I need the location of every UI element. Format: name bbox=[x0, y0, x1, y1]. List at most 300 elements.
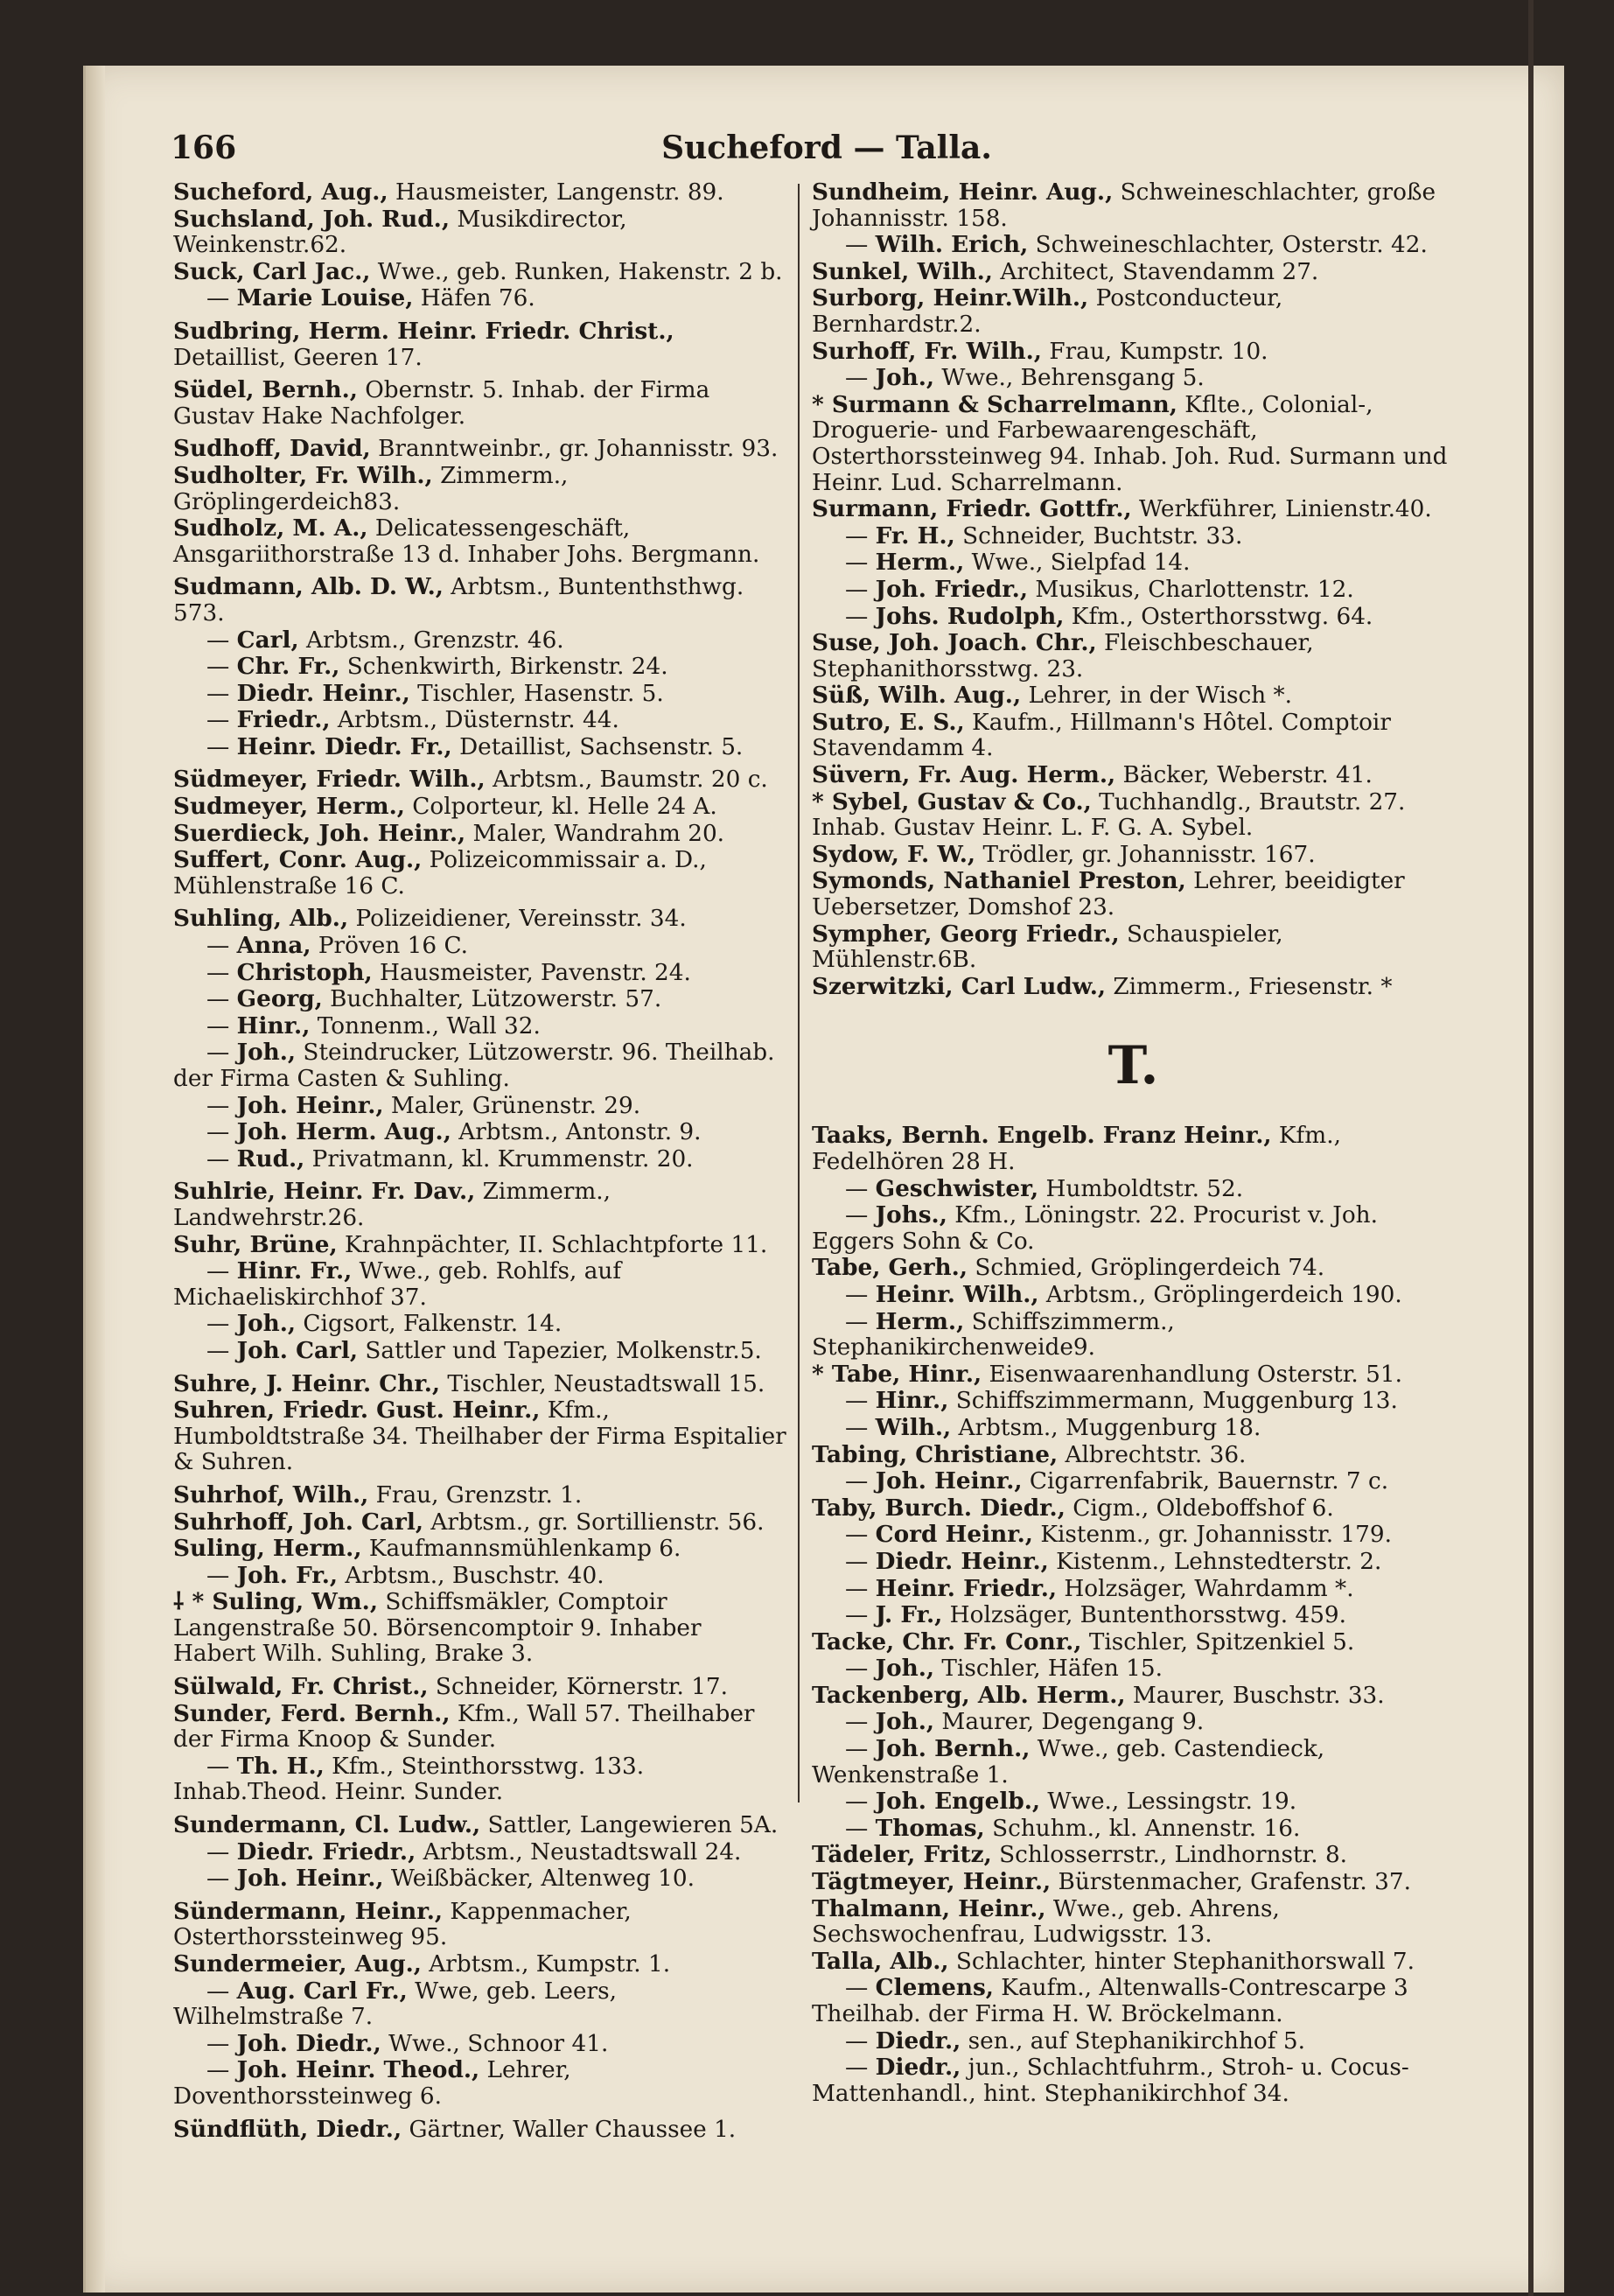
directory-entry: — Herm., Wwe., Sielpfad 14. bbox=[845, 549, 1191, 577]
directory-entry: — Diedr., sen., auf Stephanikirchhof 5. bbox=[845, 2026, 1305, 2054]
entry-details: Arbtsm., Grenzstr. 46. bbox=[298, 626, 564, 654]
entry-details: Wwe., Sielpfad 14. bbox=[964, 550, 1191, 577]
entry-details: Zimmerm., Friesenstr. * bbox=[1106, 973, 1393, 1000]
directory-entry: — Joh. Diedr., Wwe., Schnoor 41. bbox=[206, 2029, 609, 2057]
directory-entry: — Aug. Carl Fr., Wwe, geb. Leers, Wilhelmstraße 7. bbox=[173, 1977, 617, 2031]
entry-name: Suse, Joh. Joach. Chr., bbox=[812, 629, 1097, 657]
entry-details: Schauspieler, Mühlenstr.6B. bbox=[812, 920, 1283, 974]
entry-name: Diedr. Heinr., bbox=[875, 1547, 1049, 1575]
entry-name: Georg, bbox=[236, 985, 323, 1013]
entry-name: Suhrhof, Wilh., bbox=[173, 1480, 369, 1508]
directory-entry: — Joh., Steindrucker, Lützowerstr. 96. Theilhab. der Firma Casten & Suhling. bbox=[173, 1039, 775, 1092]
directory-entry: — Joh. Heinr., Weißbäcker, Altenweg 10. bbox=[206, 1865, 695, 1893]
entry-details: Tischler, Hasenstr. 5. bbox=[409, 680, 664, 707]
entry-name: Suhre, J. Heinr. Chr., bbox=[173, 1369, 441, 1397]
entry-name: Geschwister, bbox=[875, 1174, 1039, 1202]
page-number: 166 bbox=[171, 130, 237, 166]
entry-details: Hausmeister, Langenstr. 89. bbox=[388, 179, 724, 206]
entry-details: Schneider, Körnerstr. 17. bbox=[428, 1674, 729, 1701]
directory-entry: — Joh. Engelb., Wwe., Lessingstr. 19. bbox=[845, 1788, 1297, 1816]
entry-details: Architect, Stavendamm 27. bbox=[992, 258, 1319, 285]
entry-details: Kappenmacher, Osterthorssteinweg 95. bbox=[173, 1898, 632, 1951]
directory-entry bbox=[173, 1232, 790, 1259]
entry-name: Südmeyer, Friedr. Wilh., bbox=[173, 766, 486, 794]
directory-entry bbox=[173, 2117, 790, 2144]
directory-entry bbox=[812, 710, 1455, 762]
entry-name: Diedr. Heinr., bbox=[236, 679, 410, 707]
entry-name: Tägtmeyer, Heinr., bbox=[812, 1868, 1052, 1896]
entry-name: Sundermann, Cl. Ludw., bbox=[173, 1811, 481, 1839]
directory-entry: — Cord Heinr., Kistenm., gr. Johannisstr. 179. bbox=[845, 1521, 1392, 1549]
directory-entry: — Joh. Herm. Aug., Arbtsm., Antonstr. 9. bbox=[206, 1118, 702, 1146]
entry-details: Schenkwirth, Birkenstr. 24. bbox=[339, 654, 668, 681]
entry-name: Tackenberg, Alb. Herm., bbox=[812, 1681, 1126, 1709]
entry-name: Joh. Heinr., bbox=[875, 1467, 1023, 1495]
entry-details: Wwe., Schnoor 41. bbox=[381, 2030, 609, 2057]
entry-details: Albrechtstr. 36. bbox=[1058, 1441, 1247, 1468]
directory-entry: — Diedr. Friedr., Arbtsm., Neustadtswall 24. bbox=[206, 1838, 742, 1866]
entry-details: Schweineschlachter, große Johannisstr. 158. bbox=[812, 179, 1436, 232]
directory-entry bbox=[812, 682, 1455, 710]
entry-details: Polizeidiener, Vereinsstr. 34. bbox=[348, 906, 687, 933]
entry-details: Wwe., geb. Runken, Hakenstr. 2 b. bbox=[370, 258, 783, 285]
directory-entry: — Joh. Fr., Arbtsm., Buschstr. 40. bbox=[206, 1561, 604, 1589]
directory-entry: — Geschwister, Humboldtstr. 52. bbox=[845, 1174, 1244, 1202]
directory-entry bbox=[812, 1629, 1455, 1656]
entry-details: Tischler, Häfen 15. bbox=[934, 1656, 1163, 1683]
left-column bbox=[173, 179, 790, 2143]
entry-name: Heinr. Friedr., bbox=[875, 1574, 1058, 1602]
directory-entry bbox=[173, 436, 790, 463]
directory-entry bbox=[173, 318, 790, 371]
directory-entry bbox=[173, 766, 790, 794]
entry-details: Detaillist, Sachsenstr. 5. bbox=[451, 733, 744, 760]
entry-details: Tonnenm., Wall 32. bbox=[310, 1012, 541, 1040]
entry-name: Rud., bbox=[236, 1144, 305, 1172]
entry-name: Joh. Fr., bbox=[236, 1561, 339, 1589]
entry-name: Joh. Diedr., bbox=[236, 2029, 381, 2057]
entry-details: Humboldtstr. 52. bbox=[1038, 1175, 1244, 1202]
entry-details: Colporteur, kl. Helle 24 A. bbox=[404, 794, 717, 821]
entry-details: Kfm., Fedelhören 28 H. bbox=[812, 1123, 1341, 1175]
entry-name: Joh. Herm. Aug., bbox=[236, 1118, 451, 1146]
directory-entry: — Thomas, Schuhm., kl. Annenstr. 16. bbox=[845, 1814, 1301, 1842]
entry-details: Arbtsm., Buntenthsthwg. 573. bbox=[173, 574, 744, 626]
entry-details: Arbtsm., gr. Sortillienstr. 56. bbox=[423, 1508, 765, 1536]
directory-entry: — Fr. H., Schneider, Buchtstr. 33. bbox=[845, 522, 1243, 550]
entry-details: Fleischbeschauer, Stephanithorsstwg. 23. bbox=[812, 630, 1314, 682]
entry-details: Häfen 76. bbox=[413, 285, 535, 312]
entry-name: Thalmann, Heinr., bbox=[812, 1894, 1046, 1922]
directory-entry: — Hinr. Fr., Wwe., geb. Rohlfs, auf Michaeliskirchhof 37. bbox=[173, 1257, 622, 1311]
directory-entry: — Carl, Arbtsm., Grenzstr. 46. bbox=[206, 626, 564, 654]
entry-name: Suffert, Conr. Aug., bbox=[173, 846, 423, 874]
entry-name: Cord Heinr., bbox=[875, 1521, 1033, 1549]
entry-details: Wwe., geb. Rohlfs, auf Michaeliskirchhof 37. bbox=[173, 1258, 622, 1311]
entry-details: sen., auf Stephanikirchhof 5. bbox=[961, 2027, 1305, 2054]
directory-entry bbox=[173, 794, 790, 821]
directory-entry bbox=[812, 1495, 1455, 1522]
entry-details: Arbtsm., Baumstr. 20 c. bbox=[485, 766, 768, 794]
entry-details: Musikus, Charlottenstr. 12. bbox=[1028, 576, 1354, 603]
entry-name: Johs. Rudolph, bbox=[875, 602, 1065, 630]
directory-entry: — Heinr. Friedr., Holzsäger, Wahrdamm *. bbox=[845, 1574, 1354, 1602]
entry-name: Süvern, Fr. Aug. Herm., bbox=[812, 761, 1116, 789]
entry-details: Cigsort, Falkenstr. 14. bbox=[296, 1311, 562, 1338]
entry-details: Arbtsm., Muggenburg 18. bbox=[951, 1414, 1261, 1441]
directory-entry bbox=[173, 1701, 790, 1754]
entry-details: Buchhalter, Lützowerstr. 57. bbox=[322, 986, 662, 1013]
entry-name: Wilh. Erich, bbox=[875, 231, 1029, 259]
entry-name: Hinr., bbox=[236, 1012, 311, 1040]
entry-name: Sydow, F. W., bbox=[812, 840, 976, 868]
entry-details: Schuhm., kl. Annenstr. 16. bbox=[984, 1815, 1301, 1842]
entry-name: Hinr. Fr., bbox=[236, 1257, 353, 1285]
directory-entry bbox=[173, 463, 790, 515]
entry-name: Suhling, Alb., bbox=[173, 905, 349, 933]
directory-entry: — Diedr., jun., Schlachtfuhrm., Stroh- u. Cocus-Mattenhandl., hint. Stephanikirchhof 34. bbox=[812, 2054, 1409, 2107]
entry-details: Holzsäger, Buntenthorsstwg. 459. bbox=[942, 1602, 1347, 1629]
entry-details: Kaufm., Altenwalls-Contrescarpe 3 Theilhab. der Firma H. W. Bröckelmann. bbox=[812, 1975, 1408, 2027]
directory-entry: — Chr. Fr., Schenkwirth, Birkenstr. 24. bbox=[206, 653, 668, 681]
directory-entry bbox=[812, 496, 1455, 523]
directory-entry bbox=[812, 1842, 1455, 1869]
entry-name: Fr. H., bbox=[875, 522, 955, 550]
directory-entry bbox=[173, 1397, 790, 1476]
directory-entry bbox=[812, 1255, 1455, 1282]
entry-details: Cigarrenfabrik, Bauernstr. 7 c. bbox=[1022, 1468, 1389, 1495]
entry-name: Diedr., bbox=[875, 2026, 961, 2054]
entry-name: Marie Louise, bbox=[236, 284, 414, 312]
entry-details: Kistenm., gr. Johannisstr. 179. bbox=[1032, 1522, 1392, 1549]
directory-entry: — Christoph, Hausmeister, Pavenstr. 24. bbox=[206, 958, 691, 986]
entry-details: Postconducteur, Bernhardstr.2. bbox=[812, 285, 1283, 338]
entry-details: Tischler, Neustadtswall 15. bbox=[440, 1370, 765, 1397]
entry-details: Steindrucker, Lützowerstr. 96. Theilhab. der Firma Casten & Suhling. bbox=[173, 1040, 775, 1092]
entry-name: Joh. Carl, bbox=[236, 1336, 359, 1364]
directory-entry bbox=[812, 1869, 1455, 1896]
directory-entry: — Friedr., Arbtsm., Düsternstr. 44. bbox=[206, 706, 619, 734]
entry-details: Lehrer, beeidigter Uebersetzer, Domshof 23. bbox=[812, 868, 1405, 921]
directory-entry bbox=[173, 1509, 790, 1536]
entry-details: Delicatessengeschäft, Ansgariithorstraße 13 d. Inhaber Johs. Bergmann. bbox=[173, 515, 760, 568]
entry-name: J. Fr., bbox=[875, 1601, 943, 1629]
entry-details: Kaufm., Hillmann's Hôtel. Comptoir Stavendamm 4. bbox=[812, 709, 1391, 762]
entry-name: Joh. Heinr. Theod., bbox=[236, 2056, 480, 2084]
entry-details: Schiffsmäkler, Comptoir Langenstraße 50. Börsencomptoir 9. Inhaber Habert Wilh. Suhling, Brake 3. bbox=[173, 1589, 702, 1668]
directory-entry: — Joh. Heinr. Theod., Lehrer, Doventhorssteinweg 6. bbox=[173, 2056, 571, 2110]
entry-name: Joh. Heinr., bbox=[236, 1865, 384, 1893]
entry-name: Suhrhoff, Joh. Carl, bbox=[173, 1508, 424, 1536]
entry-name: * Tabe, Hinr., bbox=[812, 1360, 982, 1388]
directory-entry bbox=[173, 574, 790, 626]
entry-name: Talla, Alb., bbox=[812, 1947, 949, 1975]
directory-entry bbox=[173, 1536, 790, 1563]
directory-entry bbox=[173, 1589, 790, 1668]
entry-details: Krahnpächter, II. Schlachtpforte 11. bbox=[337, 1231, 768, 1258]
entry-name: Hinr., bbox=[875, 1387, 949, 1415]
entry-name: Sunder, Ferd. Bernh., bbox=[173, 1699, 451, 1727]
entry-details: Schlosserrstr., Lindhornstr. 8. bbox=[991, 1842, 1348, 1869]
entry-name: Joh. Engelb., bbox=[875, 1788, 1041, 1816]
section-letter: T. bbox=[1107, 1035, 1159, 1097]
entry-details: Sattler, Langewieren 5A. bbox=[480, 1812, 779, 1839]
entry-name: Christoph, bbox=[236, 958, 373, 986]
entry-name: Joh., bbox=[236, 1039, 297, 1067]
directory-entry bbox=[812, 1442, 1455, 1469]
directory-entry bbox=[812, 630, 1455, 682]
directory-entry: — Joh., Cigsort, Falkenstr. 14. bbox=[206, 1310, 562, 1338]
entry-details: Musikdirector, Weinkenstr.62. bbox=[173, 206, 627, 259]
entry-name: Süß, Wilh. Aug., bbox=[812, 682, 1022, 710]
entry-details: Kistenm., Lehnstedterstr. 2. bbox=[1048, 1548, 1382, 1575]
entry-name: Sutro, E. S., bbox=[812, 708, 965, 736]
entry-details: Arbtsm., Kumpstr. 1. bbox=[421, 1951, 671, 1978]
entry-details: Weißbäcker, Altenweg 10. bbox=[383, 1866, 695, 1893]
entry-name: Surhoff, Fr. Wilh., bbox=[812, 337, 1042, 365]
entry-name: Heinr. Wilh., bbox=[875, 1280, 1039, 1308]
entry-details: Frau, Grenzstr. 1. bbox=[368, 1481, 583, 1508]
entry-details: Arbtsm., Buschstr. 40. bbox=[338, 1562, 604, 1589]
entry-details: Arbtsm., Neustadtswall 24. bbox=[416, 1838, 742, 1866]
directory-entry bbox=[173, 1899, 790, 1951]
entry-details: Schiffszimmermann, Muggenburg 13. bbox=[948, 1388, 1398, 1415]
entry-name: Sudmeyer, Herm., bbox=[173, 793, 405, 821]
entry-details: Kfm., Löningstr. 22. Procurist v. Joh. Eggers Sohn & Co. bbox=[812, 1202, 1378, 1255]
directory-entry: — Joh. Heinr., Maler, Grünenstr. 29. bbox=[206, 1091, 641, 1119]
entry-name: * Sybel, Gustav & Co., bbox=[812, 788, 1092, 816]
entry-name: Sundheim, Heinr. Aug., bbox=[812, 178, 1114, 206]
entry-name: Suhlrie, Heinr. Fr. Dav., bbox=[173, 1178, 476, 1206]
directory-entry bbox=[173, 1951, 790, 1978]
entry-details: Kfm., Wall 57. Theilhaber der Firma Knoop & Sunder. bbox=[173, 1700, 755, 1754]
entry-details: Privatmann, kl. Krummenstr. 20. bbox=[304, 1145, 694, 1172]
entry-details: Sattler und Tapezier, Molkenstr.5. bbox=[358, 1337, 762, 1364]
entry-details: Kfm., Osterthorsstwg. 64. bbox=[1064, 603, 1373, 630]
directory-entry bbox=[812, 868, 1455, 920]
directory-entry: — Joh. Friedr., Musikus, Charlottenstr. 12. bbox=[845, 575, 1354, 603]
entry-name: Sudhoff, David, bbox=[173, 435, 371, 463]
directory-entry bbox=[173, 1812, 790, 1839]
entry-details: Schiffszimmerm., Stephanikirchenweide9. bbox=[812, 1308, 1175, 1362]
entry-name: Sündermann, Heinr., bbox=[173, 1897, 444, 1925]
entry-name: Anna, bbox=[236, 932, 311, 960]
directory-entry bbox=[812, 259, 1455, 286]
directory-entry: — Joh., Wwe., Behrensgang 5. bbox=[845, 364, 1205, 392]
entry-name: Clemens, bbox=[875, 1974, 994, 2002]
entry-details: Gärtner, Waller Chaussee 1. bbox=[402, 2116, 737, 2143]
entry-name: Symonds, Nathaniel Preston, bbox=[812, 867, 1186, 895]
entry-details: Arbtsm., Antonstr. 9. bbox=[451, 1119, 702, 1146]
entry-details: Maurer, Buschstr. 33. bbox=[1125, 1682, 1385, 1709]
entry-name: Joh., bbox=[875, 1655, 935, 1683]
entry-name: Szerwitzki, Carl Ludw., bbox=[812, 972, 1107, 1000]
entry-details: Schlachter, hinter Stephanithorswall 7. bbox=[948, 1948, 1415, 1975]
entry-name: Suerdieck, Joh. Heinr., bbox=[173, 819, 466, 847]
directory-entry bbox=[173, 847, 790, 900]
entry-name: Wilh., bbox=[875, 1413, 952, 1441]
directory-entry bbox=[173, 1674, 790, 1701]
entry-details: Maler, Wandrahm 20. bbox=[465, 820, 725, 847]
directory-entry: — Wilh., Arbtsm., Muggenburg 18. bbox=[845, 1413, 1261, 1441]
entry-details: Tuchhandlg., Brautstr. 27. Inhab. Gustav Heinr. L. F. G. A. Sybel. bbox=[812, 788, 1406, 842]
entry-name: Suling, Herm., bbox=[173, 1535, 362, 1563]
entry-details: Kflte., Colonial-, Droguerie- und Farbewaarengeschäft, Osterthorssteinweg 94. Inhab. Joh. Rud. Surmann und Heinr. Lud. Scharrelmann. bbox=[812, 391, 1448, 496]
directory-entry: — Joh. Carl, Sattler und Tapezier, Molkenstr.5. bbox=[206, 1336, 762, 1364]
entry-details: Werkführer, Linienstr.40. bbox=[1131, 496, 1432, 523]
entry-details: Tischler, Spitzenkiel 5. bbox=[1081, 1628, 1355, 1656]
column-divider bbox=[798, 184, 800, 1802]
entry-name: Joh., bbox=[236, 1310, 297, 1338]
directory-entry: — Joh. Bernh., Wwe., geb. Castendieck, Wenkenstraße 1. bbox=[812, 1735, 1325, 1788]
entry-name: Diedr., bbox=[875, 2054, 961, 2082]
entry-name: Sympher, Georg Friedr., bbox=[812, 920, 1120, 948]
directory-entry: — Rud., Privatmann, kl. Krummenstr. 20. bbox=[206, 1144, 694, 1172]
entry-details: Pröven 16 C. bbox=[311, 933, 469, 960]
entry-details: Wwe., Behrensgang 5. bbox=[934, 365, 1205, 392]
directory-entry: — Diedr. Heinr., Tischler, Hasenstr. 5. bbox=[206, 679, 664, 707]
directory-entry bbox=[173, 377, 790, 430]
entry-details: Arbtsm., Düsternstr. 44. bbox=[330, 707, 619, 734]
entry-name: Sudholter, Fr. Wilh., bbox=[173, 461, 433, 489]
entry-name: ⸸ * Suling, Wm., bbox=[173, 1588, 378, 1616]
directory-entry bbox=[812, 1123, 1455, 1175]
directory-entry bbox=[812, 1949, 1455, 1976]
entry-name: Herm., bbox=[875, 1307, 965, 1335]
directory-entry: — Th. H., Kfm., Steinthorsstwg. 133. Inhab.Theod. Heinr. Sunder. bbox=[173, 1752, 645, 1806]
entry-name: Taby, Burch. Diedr., bbox=[812, 1494, 1066, 1522]
entry-name: Sudmann, Alb. D. W., bbox=[173, 573, 444, 601]
entry-details: Polizeicommissair a. D., Mühlenstraße 16 C. bbox=[173, 847, 707, 900]
directory-entry: — Heinr. Diedr. Fr., Detaillist, Sachsenstr. 5. bbox=[206, 732, 744, 760]
entry-name: Suck, Carl Jac., bbox=[173, 257, 371, 285]
entry-name: * Surmann & Scharrelmann, bbox=[812, 390, 1177, 418]
directory-entry: — Georg, Buchhalter, Lützowerstr. 57. bbox=[206, 985, 662, 1013]
directory-entry bbox=[812, 789, 1455, 842]
entry-details: jun., Schlachtfuhrm., Stroh- u. Cocus-Mattenhandl., hint. Stephanikirchhof 34. bbox=[812, 2054, 1409, 2107]
directory-entry bbox=[812, 762, 1455, 789]
entry-details: Kfm., Steinthorsstwg. 133. Inhab.Theod. Heinr. Sunder. bbox=[173, 1753, 645, 1806]
directory-entry bbox=[173, 259, 790, 286]
entry-name: Sündflüth, Diedr., bbox=[173, 2115, 402, 2143]
directory-entry: — Joh., Tischler, Häfen 15. bbox=[845, 1655, 1163, 1683]
entry-name: Sudholz, M. A., bbox=[173, 514, 368, 542]
entry-name: Diedr. Friedr., bbox=[236, 1838, 416, 1866]
entry-name: Sudbring, Herm. Heinr. Friedr. Christ., bbox=[173, 317, 674, 345]
directory-entry: — Johs., Kfm., Löningstr. 22. Procurist v. Joh. Eggers Sohn & Co. bbox=[812, 1201, 1378, 1255]
running-title: Sucheford — Talla. bbox=[661, 130, 992, 166]
directory-entry bbox=[812, 921, 1455, 974]
entry-name: Sülwald, Fr. Christ., bbox=[173, 1673, 429, 1701]
entry-name: Johs., bbox=[875, 1201, 947, 1229]
entry-details: Maurer, Degengang 9. bbox=[934, 1709, 1205, 1736]
entry-details: Kaufmannsmühlenkamp 6. bbox=[361, 1536, 681, 1563]
page-header bbox=[171, 130, 1483, 173]
entry-details: Holzsäger, Wahrdamm *. bbox=[1057, 1575, 1354, 1602]
entry-name: Aug. Carl Fr., bbox=[236, 1977, 408, 2005]
directory-entry: — Wilh. Erich, Schweineschlachter, Osterstr. 42. bbox=[845, 231, 1428, 259]
directory-entry bbox=[812, 842, 1455, 869]
directory-entry: — Joh. Heinr., Cigarrenfabrik, Bauernstr. 7 c. bbox=[845, 1467, 1389, 1495]
entry-details: Frau, Kumpstr. 10. bbox=[1041, 338, 1268, 365]
entry-name: Joh. Friedr., bbox=[875, 575, 1028, 603]
directory-entry bbox=[173, 1179, 790, 1231]
entry-details: Bäcker, Weberstr. 41. bbox=[1115, 762, 1373, 789]
directory-entry: — Clemens, Kaufm., Altenwalls-Contrescarpe 3 Theilhab. der Firma H. W. Bröckelmann. bbox=[812, 1974, 1408, 2027]
entry-name: Thomas, bbox=[875, 1814, 985, 1842]
directory-entry: — Marie Louise, Häfen 76. bbox=[206, 284, 535, 312]
directory-entry bbox=[173, 1482, 790, 1509]
entry-details: Wwe., geb. Castendieck, Wenkenstraße 1. bbox=[812, 1736, 1325, 1788]
directory-entry: — Diedr. Heinr., Kistenm., Lehnstedterstr. 2. bbox=[845, 1547, 1382, 1575]
page-binding bbox=[86, 66, 105, 2292]
directory-entry bbox=[173, 206, 790, 259]
entry-name: Taaks, Bernh. Engelb. Franz Heinr., bbox=[812, 1122, 1272, 1150]
entry-name: Surmann, Friedr. Gottfr., bbox=[812, 495, 1132, 523]
entry-name: Sucheford, Aug., bbox=[173, 178, 388, 206]
entry-details: Eisenwaarenhandlung Osterstr. 51. bbox=[982, 1361, 1402, 1388]
directory-entry: — Johs. Rudolph, Kfm., Osterthorsstwg. 64. bbox=[845, 602, 1373, 630]
entry-details: Detaillist, Geeren 17. bbox=[173, 344, 423, 371]
entry-details: Hausmeister, Pavenstr. 24. bbox=[372, 959, 691, 986]
entry-details: Bürstenmacher, Grafenstr. 37. bbox=[1051, 1869, 1411, 1896]
entry-name: Sunkel, Wilh., bbox=[812, 257, 993, 285]
directory-entry bbox=[812, 339, 1455, 366]
entry-name: Friedr., bbox=[236, 706, 331, 734]
directory-entry bbox=[173, 1371, 790, 1398]
directory-entry bbox=[812, 392, 1455, 496]
entry-details: Schweineschlachter, Osterstr. 42. bbox=[1028, 232, 1428, 259]
entry-details: Zimmerm., Landwehrstr.26. bbox=[173, 1179, 611, 1231]
entry-name: Tacke, Chr. Fr. Conr., bbox=[812, 1628, 1082, 1656]
entry-details: Schneider, Buchtstr. 33. bbox=[954, 522, 1243, 550]
entry-details: Zimmerm., Gröplingerdeich83. bbox=[173, 462, 569, 515]
entry-details: Lehrer, Doventhorssteinweg 6. bbox=[173, 2057, 571, 2110]
entry-name: Heinr. Diedr. Fr., bbox=[236, 732, 452, 760]
entry-name: Suhr, Brüne, bbox=[173, 1230, 338, 1258]
directory-entry: — Hinr., Tonnenm., Wall 32. bbox=[206, 1012, 541, 1040]
directory-entry: — Joh., Maurer, Degengang 9. bbox=[845, 1708, 1205, 1736]
directory-entry bbox=[812, 179, 1455, 232]
directory-entry bbox=[173, 906, 790, 933]
directory-entry: — Heinr. Wilh., Arbtsm., Gröplingerdeich 190. bbox=[845, 1280, 1402, 1308]
entry-name: Carl, bbox=[236, 626, 299, 654]
right-column bbox=[812, 179, 1455, 2107]
directory-entry bbox=[812, 1896, 1455, 1949]
entry-details: Kfm., Humboldtstraße 34. Theilhaber der Firma Espitalier & Suhren. bbox=[173, 1397, 786, 1476]
entry-details: Wwe., Lessingstr. 19. bbox=[1040, 1788, 1297, 1816]
entry-name: Joh., bbox=[875, 1708, 935, 1736]
directory-entry bbox=[812, 1362, 1455, 1389]
entry-name: Tabing, Christiane, bbox=[812, 1440, 1059, 1468]
directory-entry bbox=[812, 974, 1455, 1001]
entry-name: Joh., bbox=[875, 364, 935, 392]
entry-name: Tädeler, Fritz, bbox=[812, 1841, 992, 1869]
entry-details: Wwe., geb. Ahrens, Sechswochenfrau, Ludwigsstr. 13. bbox=[812, 1895, 1280, 1949]
entry-details: Arbtsm., Gröplingerdeich 190. bbox=[1038, 1281, 1402, 1308]
page-edge-rule bbox=[1528, 0, 1534, 2296]
directory-entry: — J. Fr., Holzsäger, Buntenthorsstwg. 459. bbox=[845, 1601, 1347, 1629]
directory-entry bbox=[812, 285, 1455, 338]
entry-name: Joh. Heinr., bbox=[236, 1091, 384, 1119]
entry-name: Herm., bbox=[875, 549, 965, 577]
entry-details: Schmied, Gröplingerdeich 74. bbox=[968, 1255, 1325, 1282]
entry-name: Suhren, Friedr. Gust. Heinr., bbox=[173, 1396, 541, 1424]
entry-name: Joh. Bernh., bbox=[875, 1735, 1031, 1763]
entry-details: Maler, Grünenstr. 29. bbox=[383, 1092, 641, 1119]
directory-entry: — Hinr., Schiffszimmermann, Muggenburg 13. bbox=[845, 1387, 1398, 1415]
entry-name: Th. H., bbox=[236, 1752, 325, 1780]
